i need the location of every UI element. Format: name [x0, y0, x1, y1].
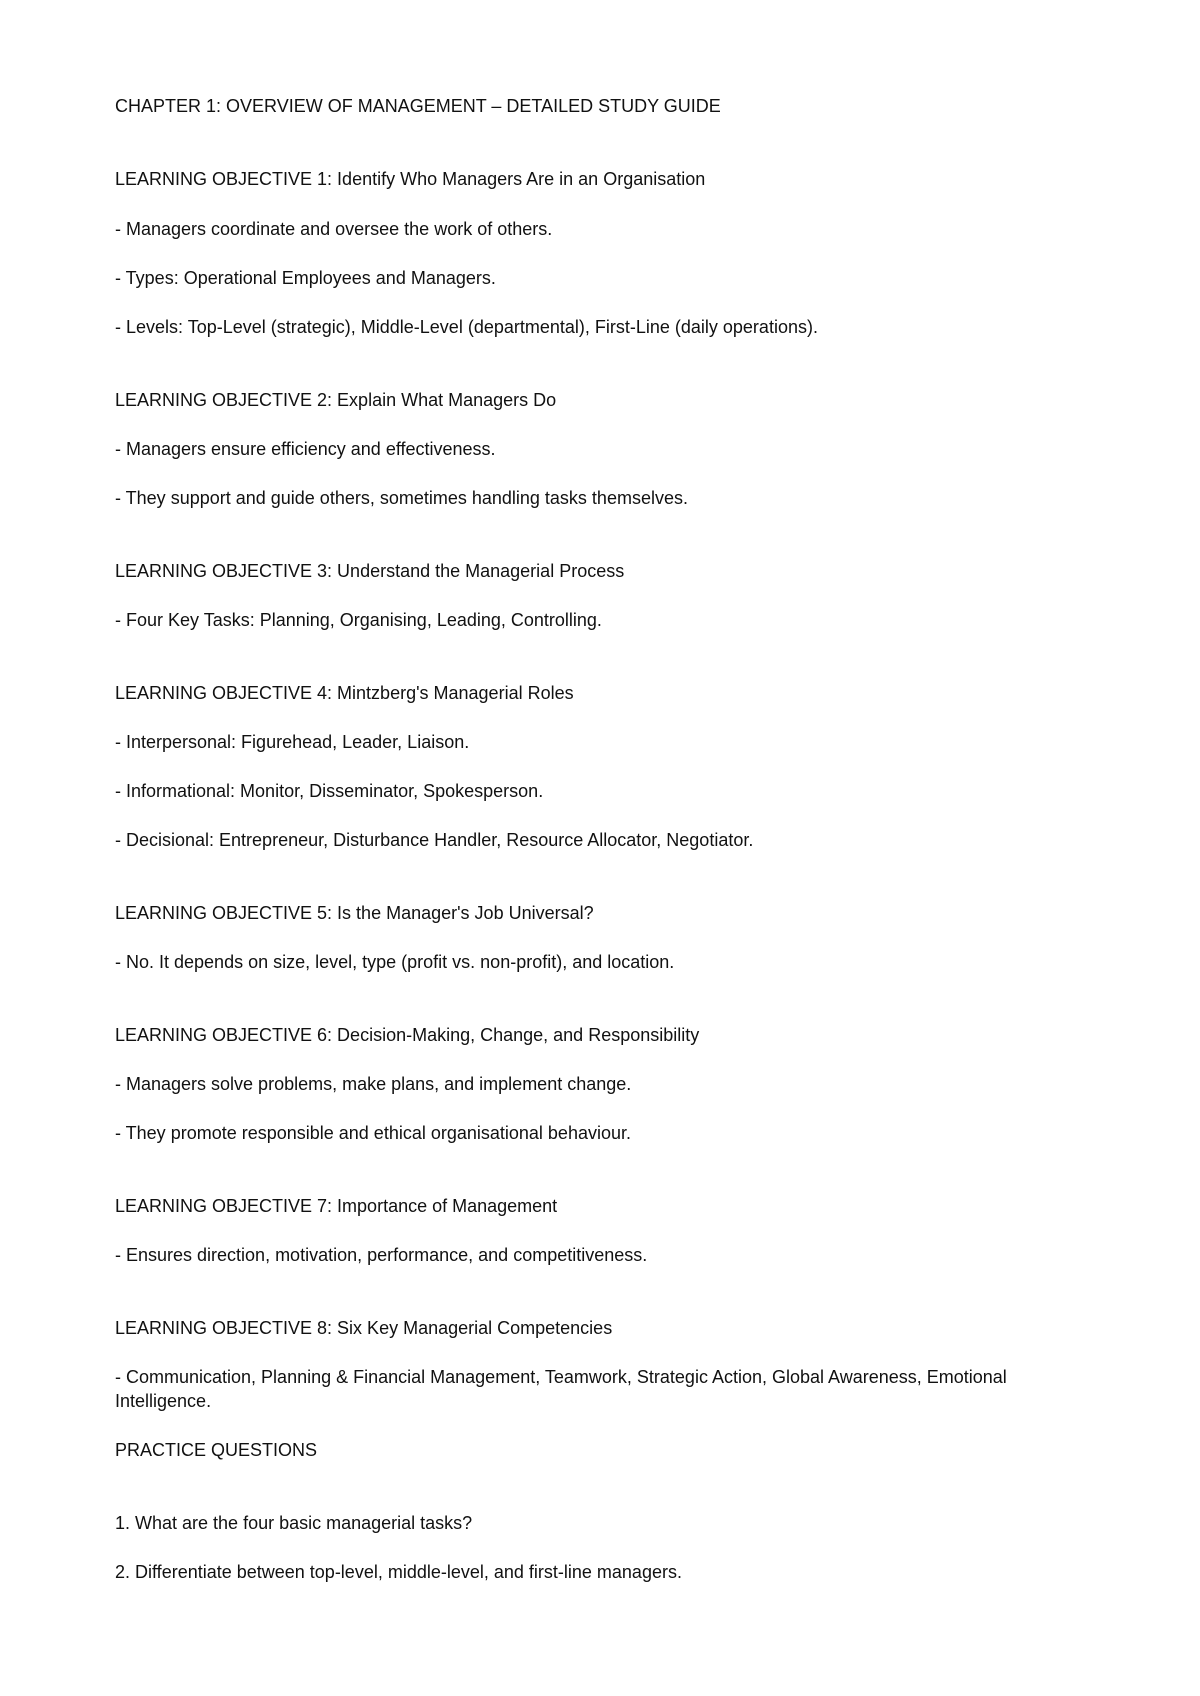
section-heading-lo6: LEARNING OBJECTIVE 6: Decision-Making, Change, and Responsibility	[115, 1025, 700, 1045]
practice-question: 1. What are the four basic managerial tasks?	[115, 1513, 473, 1533]
bullet-item: - Types: Operational Employees and Managers.	[115, 268, 496, 288]
bullet-item: - Communication, Planning & Financial Management, Teamwork, Strategic Action, Global Awareness, Emotional Intelligence.	[115, 1367, 1007, 1411]
section-heading-lo2: LEARNING OBJECTIVE 2: Explain What Managers Do	[115, 390, 557, 410]
practice-heading: PRACTICE QUESTIONS	[115, 1440, 318, 1460]
bullet-item: - Decisional: Entrepreneur, Disturbance Handler, Resource Allocator, Negotiator.	[115, 830, 754, 850]
document-title: CHAPTER 1: OVERVIEW OF MANAGEMENT – DETAILED STUDY GUIDE	[115, 96, 721, 116]
bullet-item: - Informational: Monitor, Disseminator, Spokesperson.	[115, 781, 544, 801]
section-heading-lo1: LEARNING OBJECTIVE 1: Identify Who Managers Are in an Organisation	[115, 169, 706, 189]
bullet-item: - They support and guide others, sometimes handling tasks themselves.	[115, 488, 688, 508]
bullet-item: - Managers solve problems, make plans, and implement change.	[115, 1074, 632, 1094]
bullet-item: - Managers ensure efficiency and effectiveness.	[115, 439, 496, 459]
bullet-item: - Ensures direction, motivation, performance, and competitiveness.	[115, 1245, 648, 1265]
bullet-item: - Four Key Tasks: Planning, Organising, Leading, Controlling.	[115, 610, 602, 630]
bullet-item: - Levels: Top-Level (strategic), Middle-Level (departmental), First-Line (daily operations).	[115, 317, 818, 337]
bullet-item: - They promote responsible and ethical organisational behaviour.	[115, 1123, 631, 1143]
section-heading-lo8: LEARNING OBJECTIVE 8: Six Key Managerial Competencies	[115, 1318, 613, 1338]
section-heading-lo3: LEARNING OBJECTIVE 3: Understand the Managerial Process	[115, 561, 625, 581]
bullet-item: - No. It depends on size, level, type (profit vs. non-profit), and location.	[115, 952, 675, 972]
section-heading-lo7: LEARNING OBJECTIVE 7: Importance of Management	[115, 1196, 558, 1216]
section-heading-lo5: LEARNING OBJECTIVE 5: Is the Manager's Job Universal?	[115, 903, 594, 923]
bullet-item: - Interpersonal: Figurehead, Leader, Liaison.	[115, 732, 470, 752]
section-heading-lo4: LEARNING OBJECTIVE 4: Mintzberg's Managerial Roles	[115, 683, 574, 703]
practice-question: 2. Differentiate between top-level, middle-level, and first-line managers.	[115, 1562, 682, 1582]
bullet-item: - Managers coordinate and oversee the work of others.	[115, 219, 553, 239]
